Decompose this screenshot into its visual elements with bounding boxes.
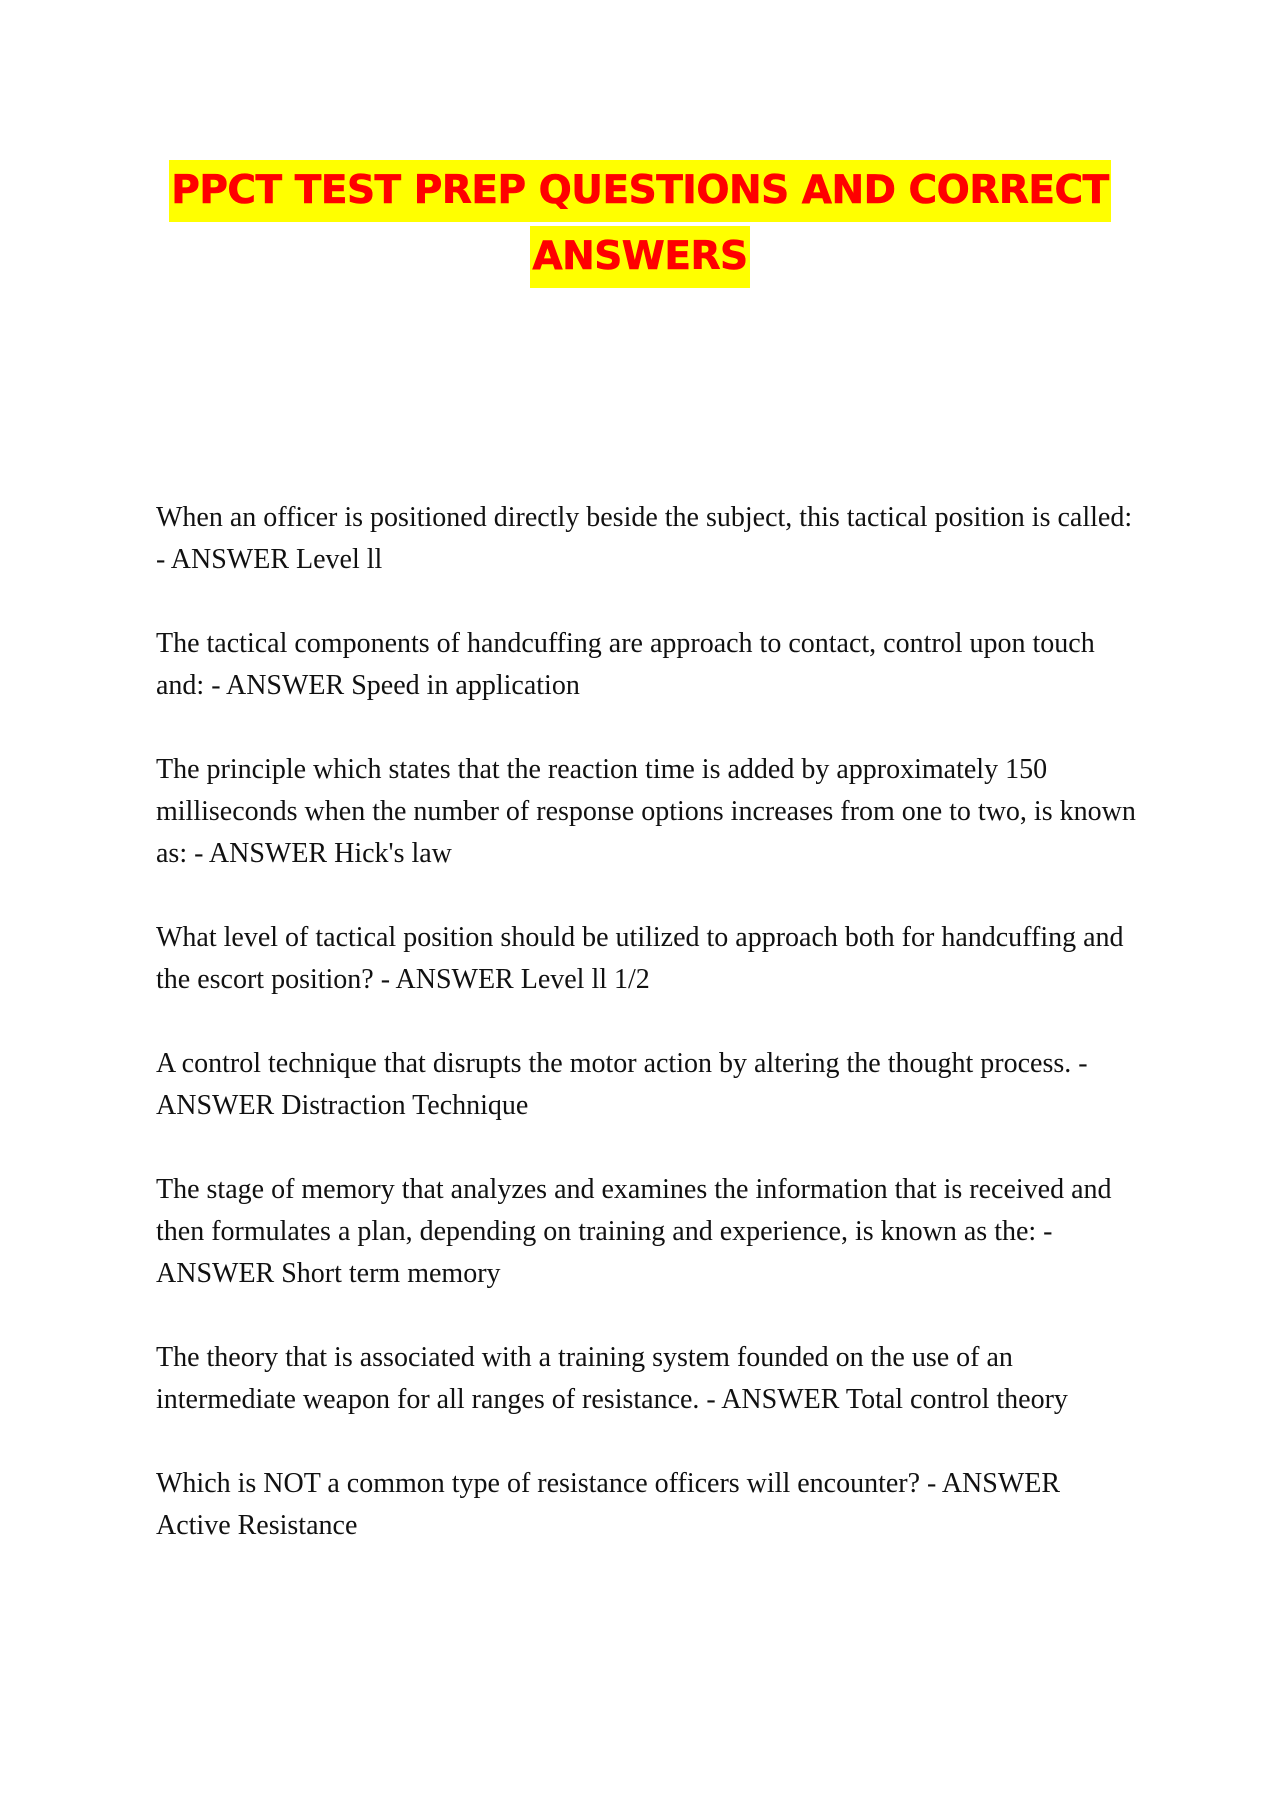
qa-item: The stage of memory that analyzes and examines the information that is received and then formulates a plan, depending on training and experience, is known as the: - ANSWER Short term memory — [156, 1174, 1112, 1289]
qa-item: The principle which states that the reaction time is added by approximately 150 milliseconds when the number of response options increases from one to two, is known as: - ANSWER Hick's law — [156, 754, 1136, 869]
title-line-1: PPCT TEST PREP QUESTIONS AND CORRECT — [169, 160, 1111, 222]
qa-item: When an officer is positioned directly beside the subject, this tactical position is called: - ANSWER Level ll — [156, 502, 1133, 575]
qa-item: The tactical components of handcuffing are approach to contact, control upon touch and: - ANSWER Speed in application — [156, 628, 1095, 701]
qa-item: What level of tactical position should be utilized to approach both for handcuffing and the escort position? - ANSWER Level ll 1/2 — [156, 922, 1124, 995]
page-title — [0, 160, 1280, 292]
qa-item: A control technique that disrupts the motor action by altering the thought process. - ANSWER Distraction Technique — [156, 1048, 1088, 1121]
qa-item: Which is NOT a common type of resistance officers will encounter? - ANSWER Active Resistance — [156, 1468, 1061, 1541]
title-line-2: ANSWERS — [530, 226, 749, 288]
qa-item: The theory that is associated with a training system founded on the use of an intermediate weapon for all ranges of resistance. - ANSWER Total control theory — [156, 1342, 1068, 1415]
question-answer-list — [156, 497, 1136, 1589]
